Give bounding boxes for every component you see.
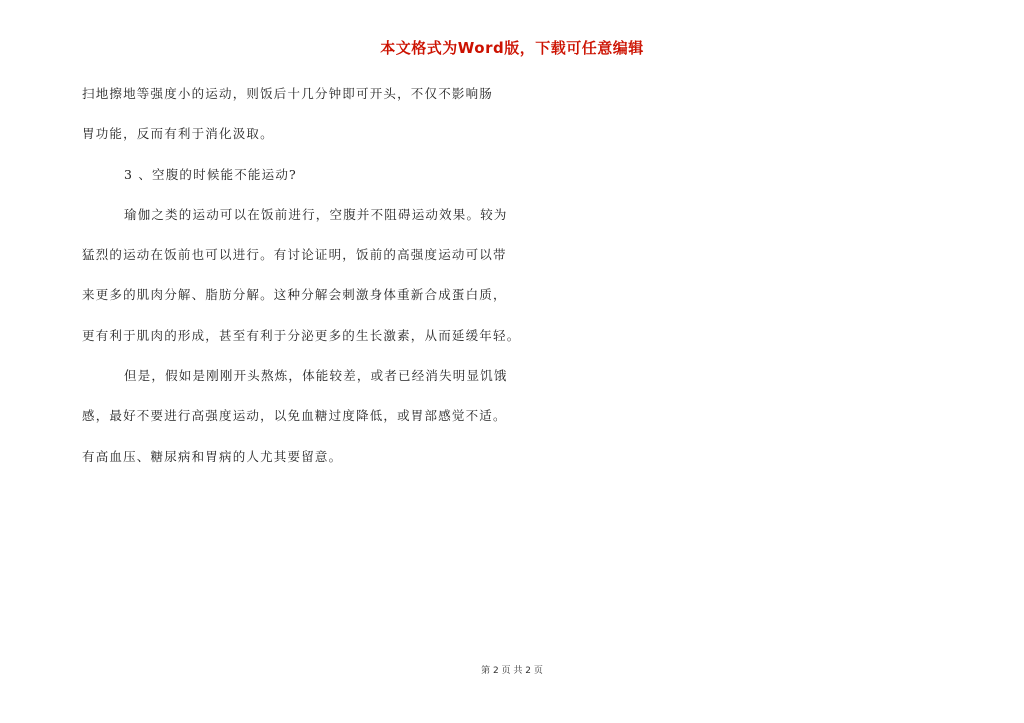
- text-line: 有高血压、糖尿病和胃病的人尤其要留意。: [82, 448, 343, 464]
- text-line: 但是，假如是刚刚开头熬炼，体能较差，或者已经消失明显饥饿: [124, 368, 508, 384]
- text-line: 更有利于肌肉的形成，甚至有利于分泌更多的生长激素，从而延缓年轻。: [82, 327, 521, 343]
- body-text: [82, 82, 522, 485]
- text-line: 胃功能，反而有利于消化汲取。: [82, 126, 274, 142]
- text-line: 扫地擦地等强度小的运动，则饭后十几分钟即可开头，不仅不影响肠: [82, 86, 494, 101]
- text-line: 瑜伽之类的运动可以在饭前进行，空腹并不阻碍运动效果。较为: [124, 206, 508, 222]
- page-number: 第 2 页 共 2 页: [481, 666, 543, 676]
- section-heading: 3 、空腹的时候能不能运动?: [124, 166, 297, 182]
- text-line: 感，最好不要进行高强度运动，以免血糖过度降低，或胃部感觉不适。: [82, 408, 507, 424]
- text-line: 来更多的肌肉分解、脂肪分解。这种分解会刺激身体重新合成蛋白质，: [82, 287, 507, 303]
- text-line: 猛烈的运动在饭前也可以进行。有讨论证明，饭前的高强度运动可以带: [82, 247, 507, 263]
- word-format-banner: 本文格式为Word版，下载可任意编辑: [380, 39, 644, 57]
